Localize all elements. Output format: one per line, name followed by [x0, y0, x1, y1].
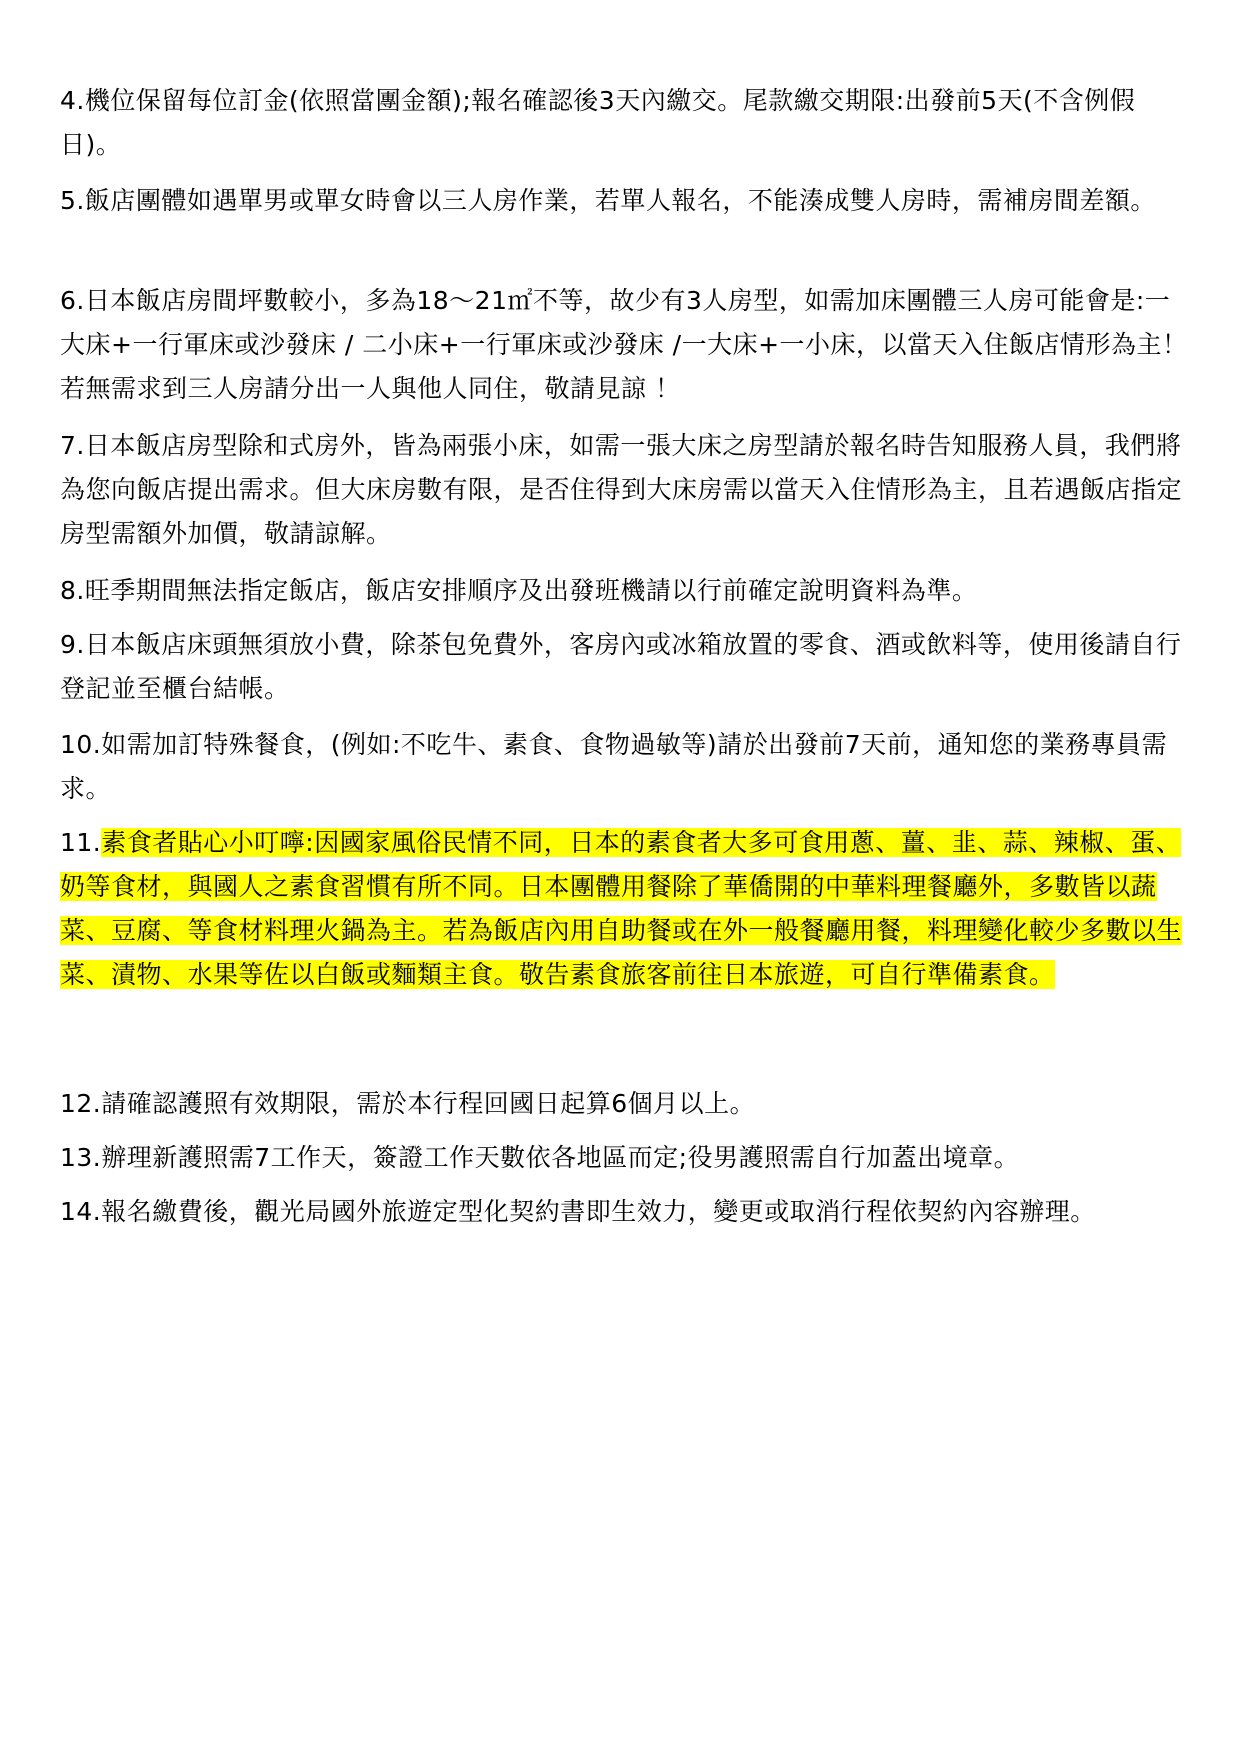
- note-4-deposit: 4.機位保留每位訂金(依照當團金額);報名確認後3天內繳交。尾款繳交期限:出發前5天(不含例假日)。: [60, 86, 1136, 159]
- note-6-triple-room: 6.日本飯店房間坪數較小，多為18～21㎡不等，故少有3人房型，如需加床團體三人房可能會是:一大床+一行軍床或沙發床 / 二小床+一行軍床或沙發床 /一大床+一小床，以當天入住飯店情形為主！若無需求到三人房請分出一人與他人同住，敬請見諒 ！: [60, 286, 1188, 403]
- note-9-tipping-minibar: 9.日本飯店床頭無須放小費，除茶包免費外，客房內或冰箱放置的零食、酒或飲料等，使用後請自行登記並至櫃台結帳。: [60, 630, 1182, 703]
- note-13-new-passport: 13.辦理新護照需7工作天，簽證工作天數依各地區而定;役男護照需自行加蓋出境章。: [60, 1143, 1020, 1172]
- note-14-contract: 14.報名繳費後，觀光局國外旅遊定型化契約書即生效力，變更或取消行程依契約內容辦理。: [60, 1197, 1096, 1226]
- note-10-special-meals: 10.如需加訂特殊餐食，(例如:不吃牛、素食、食物過敏等)請於出發前7天前，通知您的業務專員需求。: [60, 730, 1168, 803]
- note-8-peak-season: 8.旺季期間無法指定飯店，飯店安排順序及出發班機請以行前確定說明資料為準。: [60, 576, 978, 605]
- note-12-passport-validity: 12.請確認護照有效期限，需於本行程回國日起算6個月以上。: [60, 1089, 756, 1118]
- note-5-single-room: 5.飯店團體如遇單男或單女時會以三人房作業，若單人報名，不能湊成雙人房時，需補房間差額。: [60, 186, 1156, 215]
- note-11-vegetarian-tips: [60, 821, 1190, 997]
- note-11-highlighted-text: 素食者貼心小叮嚀:因國家風俗民情不同，日本的素食者大多可食用蔥、薑、韭、蒜、辣椒、蛋、奶等食材，與國人之素食習慣有所不同。日本團體用餐除了華僑開的中華料理餐廳外，多數皆以蔬菜、豆腐、等食材料理火鍋為主。若為飯店內用自助餐或在外一般餐廳用餐，料理變化較少多數以生菜、漬物、水果等佐以白飯或麵類主食。敬告素食旅客前往日本旅遊，可自行準備素食。: [60, 828, 1183, 989]
- note-7-double-bed: 7.日本飯店房型除和式房外，皆為兩張小床，如需一張大床之房型請於報名時告知服務人員，我們將為您向飯店提出需求。但大床房數有限，是否住得到大床房需以當天入住情形為主，且若遇飯店指定房型需額外加價，敬請諒解。: [60, 431, 1183, 548]
- note-11-number: 11.: [60, 828, 102, 857]
